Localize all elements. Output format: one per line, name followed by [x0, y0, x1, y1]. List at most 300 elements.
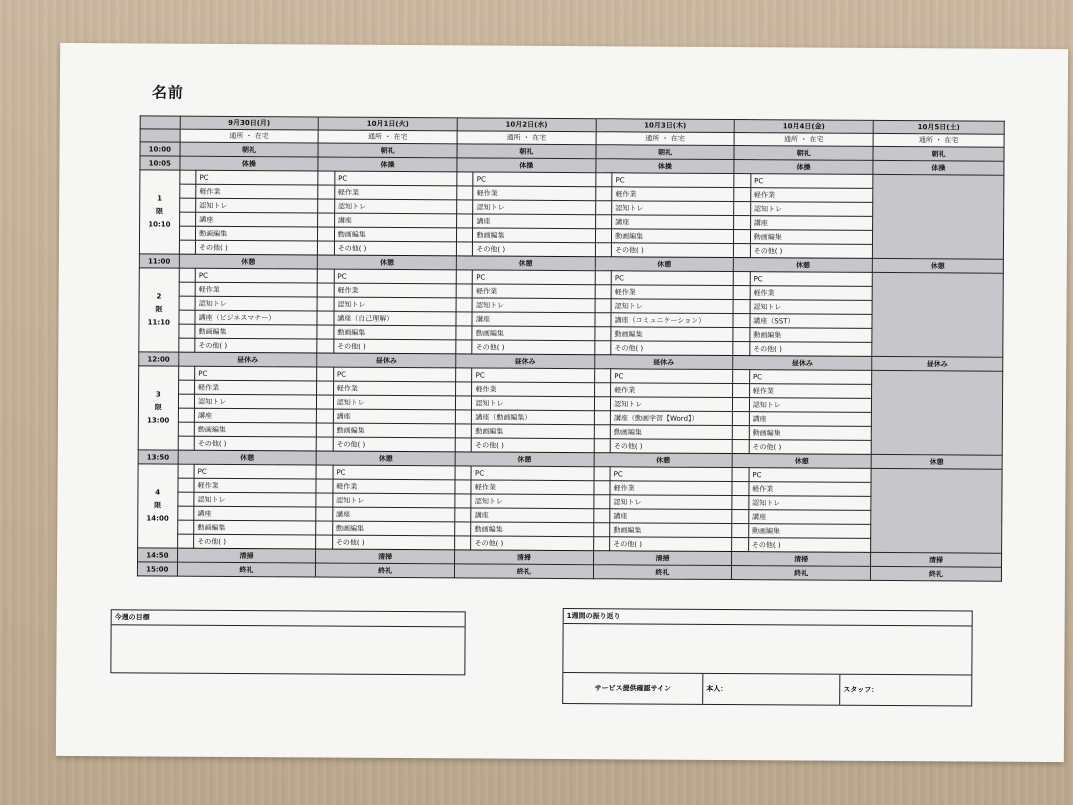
checkbox-cell: [179, 268, 196, 282]
closing-row: 終礼: [732, 566, 871, 581]
checkbox-cell: [594, 425, 611, 439]
page-title: 名前: [151, 83, 184, 102]
checkbox-cell: [178, 422, 195, 436]
checkbox-cell: [179, 212, 196, 226]
activity-label: 認知トレ: [334, 199, 456, 214]
checkbox-cell: [456, 326, 473, 340]
break-row: 休憩: [316, 451, 455, 466]
activity-label: 軽作業: [195, 380, 317, 395]
activity-label: 講座: [471, 508, 593, 523]
saturday-blank: [872, 272, 1004, 357]
checkbox-cell: [734, 216, 751, 230]
cleaning-row: 清掃: [732, 552, 871, 567]
morning-assembly: 朝礼: [180, 142, 319, 157]
activity-label: 動画編集: [195, 324, 317, 339]
activity-label: 認知トレ: [334, 297, 456, 312]
time-cell: 12:00: [139, 352, 179, 366]
corner-cell: [140, 129, 180, 142]
checkbox-cell: [177, 534, 194, 548]
weekly-review-box: [562, 608, 973, 707]
activity-label: PC: [749, 370, 871, 385]
activity-label: 講座: [194, 506, 316, 521]
activity-label: 講座: [749, 510, 871, 525]
checkbox-cell: [317, 367, 334, 381]
activity-label: その他( ): [611, 341, 733, 356]
checkbox-cell: [317, 381, 334, 395]
activity-label: 講座: [333, 507, 455, 522]
period-num: 4: [155, 488, 161, 497]
checkbox-cell: [177, 520, 194, 534]
break-row: 休憩: [734, 258, 873, 273]
activity-label: PC: [611, 369, 733, 384]
checkbox-cell: [595, 313, 612, 327]
exercise-row: 体操: [873, 160, 1004, 175]
checkbox-cell: [733, 328, 750, 342]
activity-label: PC: [333, 367, 455, 382]
checkbox-cell: [179, 226, 196, 240]
checkbox-cell: [316, 465, 333, 479]
activity-label: PC: [750, 272, 872, 287]
sign-row: [563, 673, 971, 705]
schedule-body: [137, 116, 1004, 581]
schedule-table: [137, 115, 1005, 581]
checkbox-cell: [179, 282, 196, 296]
activity-label: 講座（SST）: [750, 314, 872, 329]
checkbox-cell: [317, 283, 334, 297]
activity-label: 軽作業: [194, 478, 316, 493]
checkbox-cell: [318, 185, 335, 199]
checkbox-cell: [457, 186, 474, 200]
activity-label: 軽作業: [611, 383, 733, 398]
checkbox-cell: [178, 478, 195, 492]
checkbox-cell: [318, 241, 335, 255]
weekly-review-area: [563, 624, 971, 675]
activity-label: PC: [611, 271, 733, 286]
service-sign-label: サービス提供確認サイン: [563, 673, 703, 704]
cleaning-row: 清掃: [316, 549, 455, 564]
location-choice: 通所 ・ 在宅: [734, 133, 873, 147]
checkbox-cell: [456, 228, 473, 242]
activity-label: その他( ): [334, 339, 456, 354]
activity-label: PC: [751, 174, 873, 189]
activity-label: 軽作業: [610, 481, 732, 496]
checkbox-cell: [177, 506, 194, 520]
checkbox-cell: [178, 394, 195, 408]
activity-label: 動画編集: [334, 325, 456, 340]
activity-label: 認知トレ: [750, 300, 872, 315]
exercise-row: 体操: [457, 158, 596, 173]
period-label: [138, 464, 178, 548]
activity-label: 動画編集: [750, 230, 872, 245]
activity-label: 認知トレ: [195, 296, 317, 311]
day-header: 10月2日(水): [457, 118, 596, 132]
checkbox-cell: [179, 240, 196, 254]
activity-label: 認知トレ: [749, 496, 871, 511]
checkbox-cell: [733, 300, 750, 314]
closing-row: 終礼: [316, 563, 455, 578]
period-num: 3: [155, 390, 161, 399]
checkbox-cell: [316, 493, 333, 507]
day-header: 10月3日(木): [596, 119, 735, 133]
location-choice: 通所 ・ 在宅: [873, 133, 1004, 147]
checkbox-cell: [594, 481, 611, 495]
activity-label: 動画編集: [750, 328, 872, 343]
activity-label: 動画編集: [196, 226, 318, 241]
activity-label: 認知トレ: [750, 202, 872, 217]
activity-label: 軽作業: [750, 286, 872, 301]
activity-label: 講座: [473, 214, 595, 229]
activity-label: その他( ): [333, 437, 455, 452]
activity-label: その他( ): [471, 536, 593, 551]
checkbox-cell: [593, 495, 610, 509]
checkbox-cell: [316, 535, 333, 549]
schedule-sheet: [56, 43, 1068, 762]
activity-label: 認知トレ: [195, 394, 317, 409]
break-row: 休憩: [595, 257, 734, 272]
checkbox-cell: [318, 213, 335, 227]
checkbox-cell: [732, 524, 749, 538]
break-row: 休憩: [178, 450, 317, 465]
activity-label: 軽作業: [195, 282, 317, 297]
location-choice: 通所 ・ 在宅: [180, 129, 319, 143]
checkbox-cell: [733, 398, 750, 412]
checkbox-cell: [455, 438, 472, 452]
location-choice: 通所 ・ 在宅: [318, 130, 457, 144]
checkbox-cell: [455, 466, 472, 480]
activity-label: PC: [473, 270, 595, 285]
checkbox-cell: [595, 285, 612, 299]
checkbox-cell: [733, 370, 750, 384]
lunch-row: 昼休み: [594, 355, 733, 370]
checkbox-cell: [457, 214, 474, 228]
day-header: 9月30日(月): [180, 116, 319, 130]
staff-sign-field: スタッフ：: [843, 685, 879, 694]
activity-label: PC: [610, 467, 732, 482]
cleaning-row: 清掃: [177, 548, 316, 563]
checkbox-cell: [317, 311, 334, 325]
lunch-row: 昼休み: [733, 356, 872, 371]
checkbox-cell: [595, 243, 612, 257]
exercise-row: 体操: [596, 159, 735, 174]
break-row: 休憩: [594, 453, 733, 468]
checkbox-cell: [733, 314, 750, 328]
activity-label: PC: [749, 468, 871, 483]
checkbox-cell: [316, 437, 333, 451]
activity-label: PC: [335, 171, 457, 186]
activity-label: PC: [612, 173, 734, 188]
checkbox-cell: [733, 426, 750, 440]
checkbox-cell: [595, 173, 612, 187]
checkbox-cell: [595, 271, 612, 285]
checkbox-cell: [455, 508, 472, 522]
activity-label: その他( ): [610, 537, 732, 552]
activity-label: その他( ): [750, 342, 872, 357]
morning-assembly: 朝礼: [596, 145, 735, 160]
activity-label: 認知トレ: [610, 495, 732, 510]
checkbox-cell: [456, 368, 473, 382]
activity-label: 動画編集: [611, 327, 733, 342]
activity-label: 講座（動画編集）: [472, 410, 594, 425]
exercise-row: 体操: [734, 160, 873, 175]
checkbox-cell: [734, 244, 751, 258]
activity-label: 講座: [749, 412, 871, 427]
checkbox-cell: [734, 272, 751, 286]
activity-label: PC: [195, 366, 317, 381]
period-gen: 限: [154, 403, 162, 412]
checkbox-cell: [317, 423, 334, 437]
activity-label: 軽作業: [333, 479, 455, 494]
activity-label: 軽作業: [749, 482, 871, 497]
checkbox-cell: [178, 408, 195, 422]
activity-label: PC: [195, 268, 317, 283]
activity-label: 動画編集: [612, 229, 734, 244]
closing-row: 終礼: [177, 562, 316, 577]
activity-label: その他( ): [334, 241, 456, 256]
closing-row: 終礼: [870, 566, 1001, 581]
activity-label: 講座（自己理解）: [334, 311, 456, 326]
checkbox-cell: [732, 510, 749, 524]
activity-label: 動画編集: [471, 522, 593, 537]
checkbox-cell: [595, 327, 612, 341]
checkbox-cell: [178, 436, 195, 450]
break-row: 休憩: [179, 254, 318, 269]
period-time: 13:00: [147, 416, 170, 425]
activity-label: PC: [473, 172, 595, 187]
activity-label: その他( ): [472, 438, 594, 453]
activity-label: その他( ): [610, 439, 732, 454]
day-header: 10月5日(土): [873, 120, 1004, 134]
period-num: 1: [157, 194, 162, 203]
checkbox-cell: [178, 366, 195, 380]
checkbox-cell: [594, 383, 611, 397]
activity-label: その他( ): [196, 240, 318, 255]
checkbox-cell: [732, 482, 749, 496]
time-cell: 10:00: [140, 142, 180, 156]
checkbox-cell: [455, 536, 472, 550]
activity-label: 認知トレ: [194, 492, 316, 507]
checkbox-cell: [316, 507, 333, 521]
checkbox-cell: [178, 338, 195, 352]
cleaning-row: 清掃: [593, 551, 732, 566]
morning-assembly: 朝礼: [734, 146, 873, 161]
break-row: 休憩: [456, 256, 595, 271]
checkbox-cell: [733, 286, 750, 300]
checkbox-cell: [593, 523, 610, 537]
break-row: 休憩: [872, 258, 1003, 273]
checkbox-cell: [732, 496, 749, 510]
period-time: 10:10: [148, 220, 171, 229]
break-row: 休憩: [732, 454, 871, 469]
period-label: [139, 268, 179, 352]
checkbox-cell: [455, 480, 472, 494]
checkbox-cell: [177, 492, 194, 506]
checkbox-cell: [317, 297, 334, 311]
checkbox-cell: [732, 440, 749, 454]
closing-row: 終礼: [454, 564, 593, 579]
checkbox-cell: [732, 468, 749, 482]
checkbox-cell: [316, 479, 333, 493]
checkbox-cell: [595, 299, 612, 313]
self-sign-field: 本人：: [703, 674, 840, 705]
activity-label: 認知トレ: [473, 298, 595, 313]
activity-label: 講座: [612, 215, 734, 230]
checkbox-cell: [594, 467, 611, 481]
time-cell: 15:00: [137, 562, 177, 576]
activity-label: 動画編集: [610, 425, 732, 440]
checkbox-cell: [455, 382, 472, 396]
checkbox-cell: [456, 298, 473, 312]
period-time: 14:00: [146, 514, 169, 523]
period-time: 11:10: [147, 318, 170, 327]
period-label: [139, 170, 179, 254]
saturday-blank: [872, 174, 1004, 259]
activity-label: 軽作業: [749, 384, 871, 399]
activity-label: 軽作業: [471, 480, 593, 495]
checkbox-cell: [595, 187, 612, 201]
exercise-row: 体操: [180, 156, 319, 171]
activity-label: PC: [196, 170, 318, 185]
checkbox-cell: [318, 269, 335, 283]
morning-assembly: 朝礼: [457, 144, 596, 159]
checkbox-cell: [594, 439, 611, 453]
break-row: 休憩: [455, 452, 594, 467]
activity-label: 講座: [196, 212, 318, 227]
checkbox-cell: [733, 342, 750, 356]
activity-label: その他( ): [195, 338, 317, 353]
location-choice: 通所 ・ 在宅: [596, 132, 735, 146]
lunch-row: 昼休み: [178, 352, 317, 367]
activity-label: 講座: [750, 216, 872, 231]
activity-label: 軽作業: [334, 283, 456, 298]
time-cell: 14:50: [138, 548, 178, 562]
checkbox-cell: [317, 339, 334, 353]
activity-label: その他( ): [749, 440, 871, 455]
checkbox-cell: [593, 537, 610, 551]
activity-label: 認知トレ: [472, 396, 594, 411]
saturday-blank: [871, 370, 1003, 455]
activity-label: 講座: [334, 213, 456, 228]
lunch-row: 昼休み: [872, 356, 1003, 371]
checkbox-cell: [455, 424, 472, 438]
activity-label: 認知トレ: [749, 398, 871, 413]
activity-label: その他( ): [750, 244, 872, 259]
activity-label: 動画編集: [194, 520, 316, 535]
weekly-goal-box: [110, 609, 465, 675]
checkbox-cell: [734, 174, 751, 188]
activity-label: 軽作業: [196, 184, 318, 199]
checkbox-cell: [178, 464, 195, 478]
time-cell: 10:05: [140, 156, 180, 170]
checkbox-cell: [178, 380, 195, 394]
time-cell: 11:00: [139, 254, 179, 268]
activity-label: 動画編集: [334, 227, 456, 242]
activity-label: 動画編集: [473, 228, 595, 243]
activity-label: その他( ): [612, 243, 734, 258]
period-gen: 限: [155, 305, 163, 314]
activity-label: 軽作業: [611, 285, 733, 300]
activity-label: 講座: [194, 408, 316, 423]
checkbox-cell: [318, 227, 335, 241]
activity-label: その他( ): [194, 436, 316, 451]
checkbox-cell: [595, 229, 612, 243]
activity-label: 軽作業: [473, 186, 595, 201]
activity-label: 軽作業: [473, 284, 595, 299]
activity-label: 動画編集: [472, 424, 594, 439]
checkbox-cell: [317, 395, 334, 409]
morning-assembly: 朝礼: [318, 143, 457, 158]
checkbox-cell: [734, 188, 751, 202]
checkbox-cell: [595, 215, 612, 229]
activity-label: PC: [334, 269, 456, 284]
activity-label: 認知トレ: [473, 200, 595, 215]
activity-label: 講座（コミュニケーション）: [611, 313, 733, 328]
period-label: [138, 366, 178, 450]
activity-label: 軽作業: [335, 185, 457, 200]
lunch-row: 昼休み: [317, 353, 456, 368]
checkbox-cell: [316, 521, 333, 535]
activity-label: 動画編集: [748, 524, 870, 539]
checkbox-cell: [594, 369, 611, 383]
activity-label: 講座: [472, 312, 594, 327]
day-header: 10月4日(金): [734, 120, 873, 134]
activity-label: 軽作業: [612, 187, 734, 202]
checkbox-cell: [593, 509, 610, 523]
checkbox-cell: [734, 230, 751, 244]
checkbox-cell: [456, 312, 473, 326]
day-header: 10月1日(火): [318, 117, 457, 131]
activity-label: 動画編集: [333, 423, 455, 438]
activity-label: PC: [471, 466, 593, 481]
activity-label: 認知トレ: [196, 198, 318, 213]
activity-label: PC: [333, 465, 455, 480]
checkbox-cell: [733, 384, 750, 398]
checkbox-cell: [179, 170, 196, 184]
activity-label: その他( ): [473, 242, 595, 257]
checkbox-cell: [457, 200, 474, 214]
cleaning-row: 清掃: [454, 550, 593, 565]
checkbox-cell: [594, 397, 611, 411]
period-num: 2: [156, 292, 162, 301]
checkbox-cell: [733, 412, 750, 426]
period-gen: 限: [155, 207, 163, 216]
activity-label: 動画編集: [610, 523, 732, 538]
location-choice: 通所 ・ 在宅: [457, 131, 596, 145]
activity-label: 認知トレ: [611, 299, 733, 314]
activity-label: その他( ): [748, 538, 870, 553]
checkbox-cell: [317, 325, 334, 339]
cleaning-row: 清掃: [870, 552, 1001, 567]
activity-label: 認知トレ: [333, 395, 455, 410]
activity-label: 認知トレ: [471, 494, 593, 509]
weekly-goal-label: 今週の目標: [112, 610, 465, 627]
checkbox-cell: [179, 296, 196, 310]
checkbox-cell: [594, 341, 611, 355]
checkbox-cell: [457, 172, 474, 186]
break-row: 休憩: [871, 454, 1002, 469]
period-gen: 限: [154, 501, 162, 510]
activity-label: その他( ): [332, 535, 454, 550]
weekly-review-label: 1週間の振り返り: [564, 609, 972, 626]
corner-cell: [140, 116, 180, 129]
break-row: 休憩: [318, 255, 457, 270]
activity-label: 認知トレ: [333, 493, 455, 508]
checkbox-cell: [595, 201, 612, 215]
activity-label: 講座: [610, 509, 732, 524]
activity-label: 認知トレ: [611, 397, 733, 412]
activity-label: PC: [472, 368, 594, 383]
activity-label: その他( ): [194, 534, 316, 549]
saturday-blank: [871, 468, 1003, 553]
